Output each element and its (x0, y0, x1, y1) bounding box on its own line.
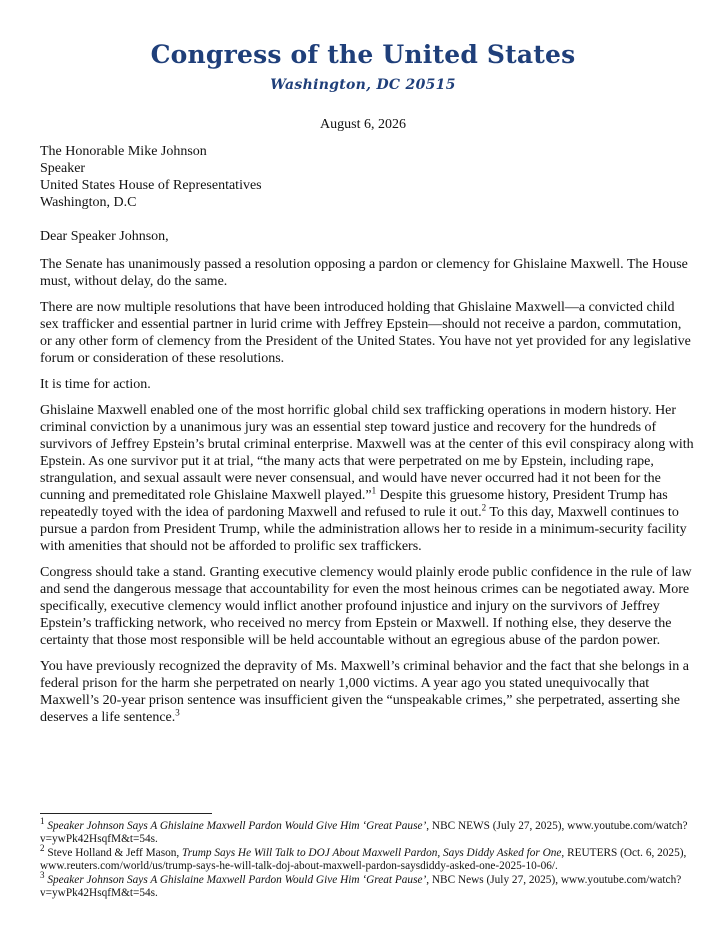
footnote-ref-3[interactable]: 3 (175, 707, 180, 718)
footnote-number: 1 (40, 816, 45, 827)
recipient-address-block (40, 143, 695, 211)
footnote-source: NBC NEWS (431, 820, 490, 832)
footnote-ref-2[interactable]: 2 (481, 502, 487, 513)
letterhead-title: Congress of the United States (150, 40, 576, 69)
footnote-details: , NBC News (July 27, 2025), www.youtube.com/watch?v=ywPk42HsqfM&t=54s. (40, 873, 682, 900)
recipient-city: Washington, D.C (40, 195, 137, 210)
footnote-authors: Steve Holland & Jeff Mason, (47, 846, 183, 859)
letter-date: August 6, 2026 (320, 117, 406, 132)
footnote-divider (40, 813, 212, 814)
paragraph-maxwell-crimes (40, 402, 695, 555)
footnote-title: Speaker Johnson Says A Ghislaine Maxwell Pardon Would Give Him ‘Great Pause’ (47, 873, 427, 886)
footnote-number: 2 (40, 843, 45, 854)
letterhead (0, 40, 726, 94)
footnote-title: Trump Says He Will Talk to DOJ About Maxwell Pardon, Says Diddy Asked for One (182, 846, 562, 859)
footnote-details: , REUTERS (Oct. 6, 2025), www.reuters.com/world/us/trump-says-he-will-talk-doj-about-maxwell-pardon-saysdiddy-asked-one-2025-10-06/. (40, 846, 687, 873)
letter-body (40, 143, 695, 726)
paragraph-text: To this day, Maxwell continues to pursue a pardon from President Trump, while the administration allows her to reside in a minimum-security facility with amenities that should not be afforded to prolific sex traffickers. (40, 505, 687, 554)
recipient-name: The Honorable Mike Johnson (40, 144, 207, 159)
recipient-organization: United States House of Representatives (40, 178, 262, 193)
recipient-title: Speaker (40, 161, 86, 176)
footnote-details: (July 27, 2025), www.youtube.com/watch?v=ywPk42HsqfM&t=54s. (40, 820, 688, 846)
paragraph-text: Ghislaine Maxwell enabled one of the most horrific global child sex trafficking operations in modern history. Her criminal conviction by a unanimous jury was an essential step toward justice and recovery for the hundreds of survivors of Jeffrey Epstein’s brutal criminal enterprise. Maxwell was at the center of this evil conspiracy along with Epstein. As one survivor put it at trial, “the many acts that were perpetrated on me by Epstein, including rape, strangulation, and sexual assault were never consensual, and would have never occurred had it not been for the cunning and premeditated role Ghislaine Maxwell played.” (40, 403, 694, 503)
salutation: Dear Speaker Johnson, (40, 229, 169, 244)
paragraph-congress-stand: Congress should take a stand. Granting executive clemency would plainly erode public confidence in the rule of law and send the dangerous message that accountability for even the most heinous crimes can be negotiated away. More specifically, executive clemency would inflict another profound injustice and injury on the survivors of Jeffrey Epstein’s trafficking network, who received no mercy from Epstein or Maxwell. If nothing else, they deserve the certainty that those most responsible will be held accountable without an egregious abuse of the pardon power. (40, 565, 692, 648)
footnote-1: $^1$ Speaker Johnson Says A Ghislaine Maxwell Pardon Would Give Him ‘Great Pause’, NBC NEWS (July 27, 2025), www.youtube.com/watch?v=ywPk42HsqfM&t=54s. (40, 816, 688, 846)
letterhead-address: Washington, DC 20515 (270, 77, 456, 93)
paragraph-resolutions-introduced: There are now multiple resolutions that have been introduced holding that Ghislaine Maxwell—a convicted child sex trafficker and essential partner in lurid crime with Jeffrey Epstein—should not receive a pardon, commutation, or any other form of clemency from the President of the United States. You have not yet provided for any legislative forum or consideration of these resolutions. (40, 300, 691, 366)
paragraph-prior-recognition (40, 658, 695, 726)
footnote-number: 3 (40, 869, 45, 880)
footnote-2 (40, 843, 700, 874)
footnotes (40, 816, 700, 900)
footnote-title: Speaker Johnson Says A Ghislaine Maxwell Pardon Would Give Him ‘Great Pause’ (47, 820, 427, 832)
footnote-ref-1[interactable]: 1 (371, 485, 377, 496)
paragraph-senate-resolution: The Senate has unanimously passed a resolution opposing a pardon or clemency for Ghislaine Maxwell. The House must, without delay, do the same. (40, 257, 688, 289)
paragraph-call-to-action: It is time for action. (40, 377, 151, 392)
paragraph-text: You have previously recognized the depravity of Ms. Maxwell’s criminal behavior and the fact that she belongs in a federal prison for the harm she perpetrated on nearly 1,000 victims. A year ago you stated unequivocally that Maxwell’s 20-year prison sentence was insufficient given the “unspeakable crimes,” she perpetrated, asserting she deserves a life sentence. (40, 659, 690, 725)
footnote-3 (40, 869, 700, 901)
paragraph-text: Despite this gruesome history, President Trump has repeatedly toyed with the idea of pardoning Maxwell and refused to rule it out. (40, 488, 668, 520)
